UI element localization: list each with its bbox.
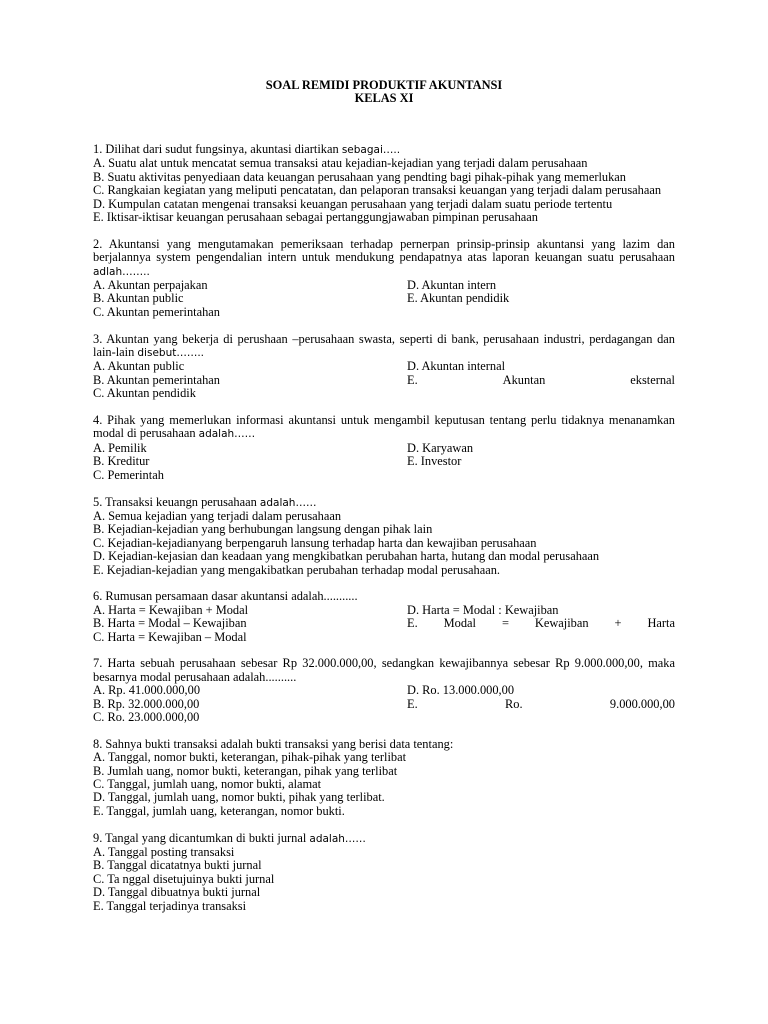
question-1-stem: 1. Dilihat dari sudut fungsinya, akuntasi diartikan sebagai….. — [93, 142, 401, 156]
option-b: B. Kejadian-kejadian yang berhubungan langsung dengan pihak lain — [93, 522, 433, 537]
option-a: A. Akuntan public — [93, 359, 185, 374]
document-title — [0, 79, 768, 106]
option-c: C. Akuntan pendidik — [93, 386, 196, 401]
question-4 — [93, 414, 675, 482]
option-a: A. Tanggal posting transaksi — [93, 845, 235, 859]
option-e: E. Investor — [407, 454, 462, 469]
question-9 — [93, 832, 675, 913]
option-e: E. Iktisar-iktisar keuangan perusahaan sebagai pertanggungjawaban pimpinan perusahaan — [93, 210, 538, 225]
option-b: B. Tanggal dicatatnya bukti jurnal — [93, 858, 262, 873]
option-c: C. Pemerintah — [93, 467, 164, 482]
option-a: A. Akuntan perpajakan — [93, 278, 208, 293]
question-2 — [93, 238, 675, 319]
question-2-stem: 2. Akuntansi yang mengutamakan pemeriksaan terhadap pernerpan prinsip-prinsip akuntansi yang lazim dan berjalannya system pengendalian intern untuk mendukung pendapatnya atas laporan keuangan suatu perusahaan adlah…….. — [93, 236, 675, 278]
question-6-stem: 6. Rumusan persamaan dasar akuntansi adalah........... — [93, 589, 358, 604]
question-4-stem: 4. Pihak yang memerlukan informasi akuntansi untuk mengambil keputusan tentang perlu tidaknya menanamkan modal di perusahaan adalah…… — [93, 413, 675, 441]
option-d: D. Harta = Modal : Kewajiban — [407, 602, 559, 617]
option-a: A. Suatu alat untuk mencatat semua transaksi atau kejadian-kejadian yang terjadi dalam perusahaan — [93, 156, 588, 171]
option-d: D. Akuntan intern — [407, 278, 497, 293]
option-d: D. Kejadian-kejasian dan keadaan yang mengkibatkan perubahan harta, hutang dan modal perusahaan — [93, 549, 600, 564]
option-e: E. Kejadian-kejadian yang mengakibatkan perubahan terhadap modal perusahaan. — [93, 562, 500, 577]
option-a: A. Harta = Kewajiban + Modal — [93, 602, 249, 617]
option-d: D. Tanggal dibuatnya bukti jurnal — [93, 885, 261, 900]
question-1 — [93, 143, 675, 224]
option-d: D. Kumpulan catatan mengenai transaksi keuangan perusahaan yang terjadi dalam suatu periode tertentu — [93, 196, 613, 211]
option-d: D. Akuntan internal — [407, 359, 506, 374]
option-b: B. Suatu aktivitas penyediaan data keuangan perusahaan yang pendting bagi pihak-pihak yang memerlukan — [93, 169, 626, 184]
option-c: C. Kejadian-kejadianyang berpengaruh lansung terhadap harta dan kewajiban perusahaan — [93, 535, 537, 550]
question-list — [93, 143, 675, 926]
option-d: D. Ro. 13.000.000,00 — [407, 683, 515, 698]
option-b: B. Jumlah uang, nomor bukti, keterangan, pihak yang terlibat — [93, 763, 398, 778]
option-c: C. Ta nggal disetujuinya bukti jurnal — [93, 871, 275, 886]
option-e: E. Ro. 9.000.000,00 — [407, 696, 675, 711]
question-9-stem: 9. Tangal yang dicantumkan di bukti jurnal adalah…… — [93, 830, 366, 845]
question-3-stem: 3. Akuntan yang bekerja di perushaan –perusahaan swasta, seperti di bank, perusahaan industri, perdagangan dan lain-lain disebut…….. — [93, 331, 675, 360]
question-5 — [93, 496, 675, 577]
option-c: C. Harta = Kewajiban – Modal — [93, 629, 247, 644]
question-3 — [93, 333, 675, 401]
title-line-1: SOAL REMIDI PRODUKTIF AKUNTANSI — [265, 78, 503, 92]
option-b: B. Akuntan pemerintahan — [93, 372, 220, 387]
question-8 — [93, 738, 675, 818]
option-c: C. Rangkaian kegiatan yang meliputi pencatatan, dan pelaporan transaksi keuangan yang terjadi dalam perusahaan — [93, 183, 662, 198]
question-6 — [93, 590, 675, 644]
option-e: E. Tanggal, jumlah uang, keterangan, nomor bukti. — [93, 803, 345, 818]
option-a: A. Semua kejadian yang terjadi dalam perusahaan — [93, 508, 342, 523]
option-d: D. Karyawan — [407, 440, 474, 455]
option-d: D. Tanggal, jumlah uang, nomor bukti, pihak yang terlibat. — [93, 790, 385, 805]
option-b: B. Kreditur — [93, 454, 150, 469]
question-7 — [93, 657, 675, 724]
question-7-stem: 7. Harta sebuah perusahaan sebesar Rp 32.000.000,00, sedangkan kewajibannya sebesar Rp 9.000.000,00, maka besarnya modal perusahaan adalah.......... — [93, 656, 675, 684]
option-a: A. Tanggal, nomor bukti, keterangan, pihak-pihak yang terlibat — [93, 750, 407, 765]
option-b: B. Harta = Modal – Kewajiban — [93, 616, 247, 631]
title-line-2: KELAS XI — [354, 91, 414, 106]
option-e: E. Tanggal terjadinya transaksi — [93, 898, 247, 913]
question-5-stem: 5. Transaksi keuangn perusahaan adalah…… — [93, 494, 317, 509]
option-e: E. Modal = Kewajiban + Harta — [407, 616, 675, 631]
option-e: E. Akuntan eksternal — [407, 372, 675, 387]
option-b: B. Akuntan public — [93, 291, 184, 306]
option-c: C. Ro. 23.000.000,00 — [93, 709, 200, 724]
option-c: C. Tanggal, jumlah uang, nomor bukti, alamat — [93, 776, 322, 791]
option-e: E. Akuntan pendidik — [407, 291, 510, 306]
question-8-stem: 8. Sahnya bukti transaksi adalah bukti transaksi yang berisi data tentang: — [93, 736, 454, 751]
option-c: C. Akuntan pemerintahan — [93, 304, 220, 319]
option-a: A. Pemilik — [93, 440, 147, 455]
option-a: A. Rp. 41.000.000,00 — [93, 683, 201, 698]
option-b: B. Rp. 32.000.000,00 — [93, 696, 200, 711]
